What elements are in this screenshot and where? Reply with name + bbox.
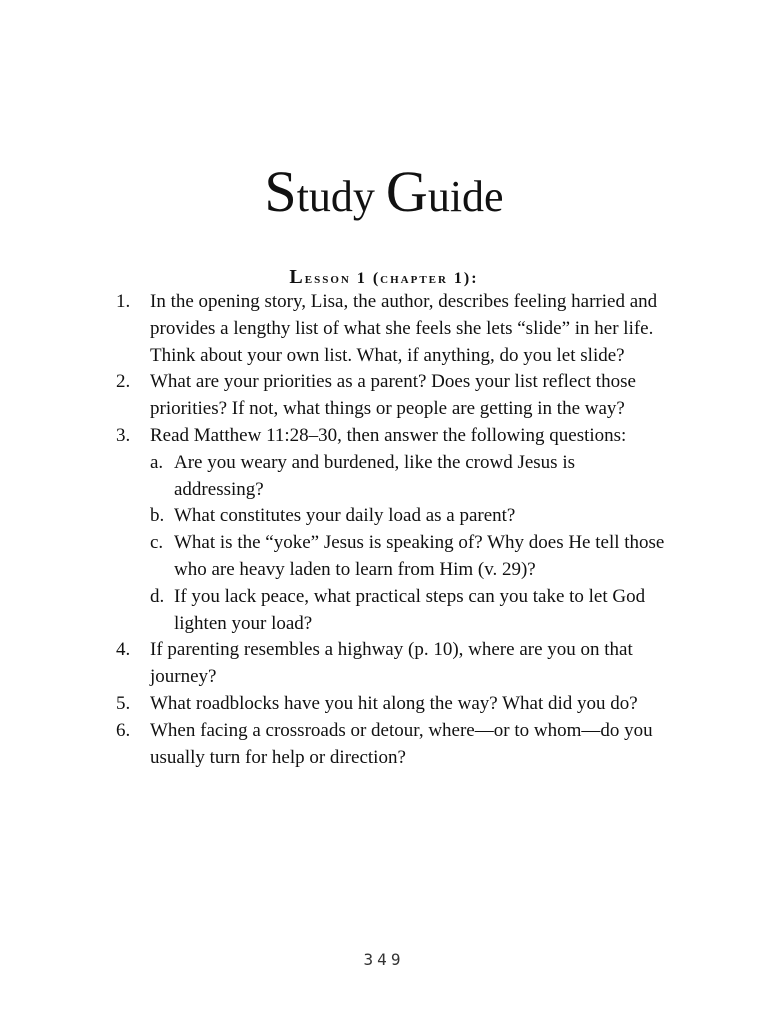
sub-question-text: What constitutes your daily load as a parent?	[174, 505, 516, 527]
sub-question-letter: c.	[150, 532, 164, 554]
page-title	[0, 157, 768, 227]
question-item	[116, 718, 666, 772]
sub-question-letter: b.	[150, 505, 165, 527]
page-number: 349	[363, 950, 405, 969]
lesson-heading	[0, 266, 768, 289]
sub-question-item	[150, 584, 666, 638]
question-number: 4.	[116, 639, 131, 661]
question-list	[116, 289, 666, 771]
question-text: What are your priorities as a parent? Does your list reflect those priorities? If not, what things or people are getting in the way?	[150, 371, 636, 420]
sub-question-text: What is the “yoke” Jesus is speaking of? Why does He tell those who are heavy laden to learn from Him (v. 29)?	[174, 532, 665, 580]
question-item	[116, 423, 666, 637]
title-rest-study: tudy	[296, 172, 386, 222]
sub-question-item	[150, 530, 666, 584]
question-item	[116, 637, 666, 691]
question-text: If parenting resembles a highway (p. 10), where are you on that journey?	[150, 639, 633, 688]
sub-question-item	[150, 450, 666, 504]
question-number: 6.	[116, 719, 131, 741]
title-initial-g: G	[385, 159, 428, 225]
question-item	[116, 369, 666, 423]
lesson-heading-rest: esson 1 (chapter 1):	[304, 270, 479, 287]
question-number: 1.	[116, 291, 131, 312]
question-number: 2.	[116, 371, 131, 393]
question-text: What roadblocks have you hit along the way? What did you do?	[150, 692, 638, 714]
sub-question-letter: a.	[150, 451, 164, 473]
title-rest-guide: uide	[427, 172, 504, 222]
question-item	[116, 289, 666, 369]
question-text: In the opening story, Lisa, the author, describes feeling harried and provides a lengthy list of what she feels she lets “slide” in her life. Think about your own list. What, if anything, do you let slide?	[150, 291, 658, 366]
sub-question-text: Are you weary and burdened, like the crowd Jesus is addressing?	[174, 451, 575, 500]
sub-question-letter: d.	[150, 585, 165, 607]
sub-question-list	[150, 450, 666, 638]
sub-question-text: If you lack peace, what practical steps can you take to let God lighten your load?	[174, 585, 646, 634]
lesson-heading-initial: L	[289, 266, 305, 288]
question-number: 3.	[116, 424, 131, 446]
question-item	[116, 691, 666, 718]
question-text: When facing a crossroads or detour, where—or to whom—do you usually turn for help or direction?	[150, 719, 653, 768]
sub-question-item	[150, 503, 666, 530]
question-text: Read Matthew 11:28–30, then answer the following questions:	[150, 424, 627, 446]
title-initial-s: S	[264, 159, 297, 225]
question-number: 5.	[116, 692, 131, 714]
